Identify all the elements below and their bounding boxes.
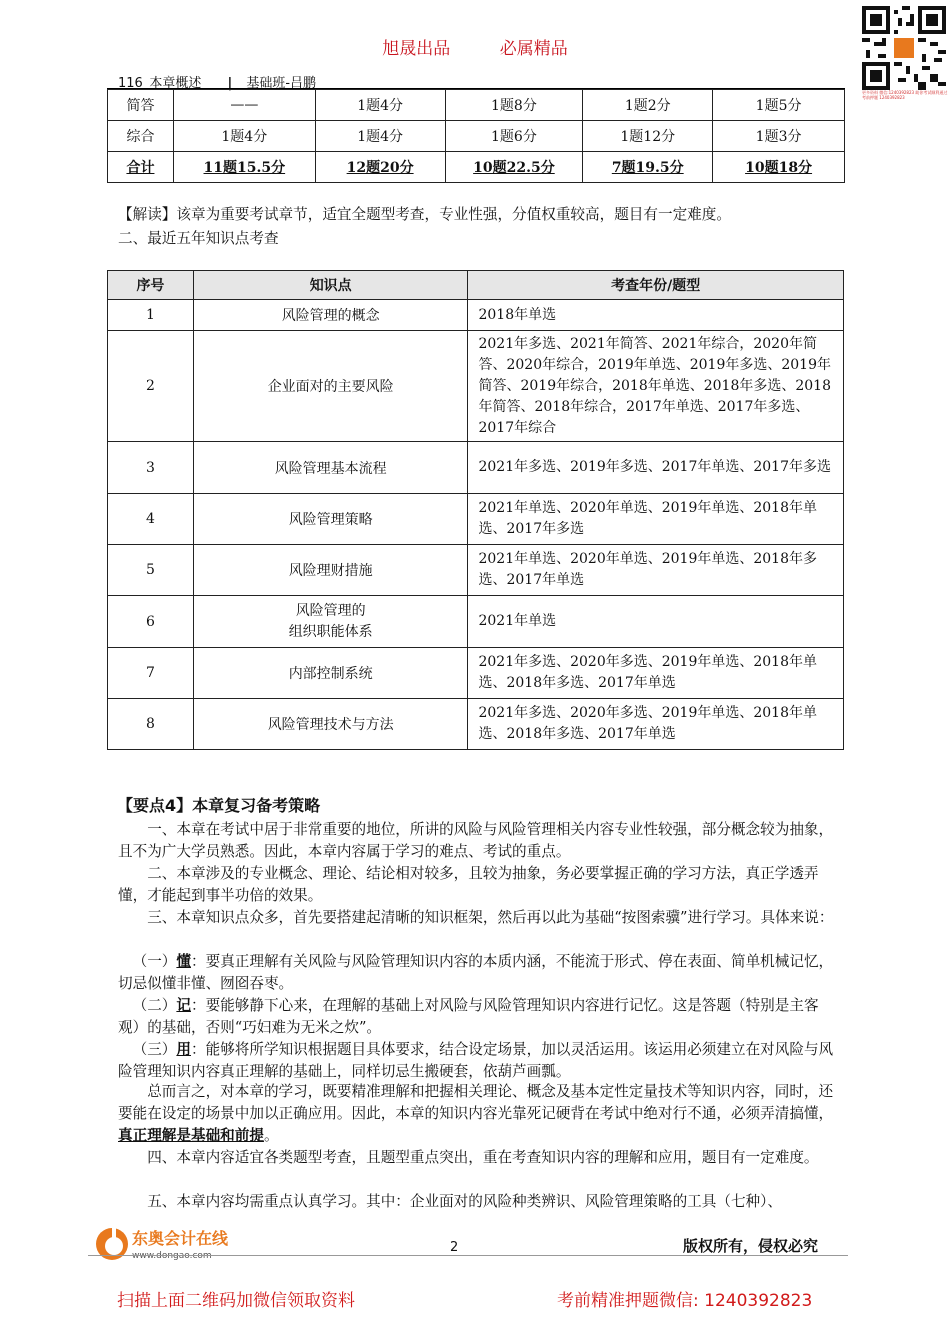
table-row xyxy=(108,699,844,750)
table-cell: 2021年多选、2019年多选、2017年单选、2017年多选 xyxy=(468,442,844,494)
chapter-separator: | xyxy=(227,76,233,91)
point-line-1: 风险管理的 xyxy=(295,602,366,619)
paragraph xyxy=(118,1039,840,1083)
table-row xyxy=(108,90,845,121)
item-text: 总而言之，对本章的学习，既要精准理解和把握相关理论、概念及基本定性定量技术等知识内容，同时，还要能在设定的场景中加以正确应用。因此，本章的知识内容光靠死记硬背在考试中绝对行不通，必须弄清搞懂， xyxy=(118,1083,834,1122)
qr-note: 更多资料 微信:1240392823 助你考试顺利通过 考前押题 1240392823 xyxy=(862,90,948,100)
table-cell: 风险理财措施 xyxy=(193,545,468,596)
table-row xyxy=(108,442,844,494)
table-cell: —— xyxy=(173,90,315,121)
table-cell: 2021年多选、2020年多选、2019年单选、2018年单选、2018年多选、2017年单选 xyxy=(468,699,844,750)
paragraph xyxy=(118,995,840,1039)
item-text: ：要能够静下心来，在理解的基础上对风险与风险管理知识内容进行记忆。这是答题（特别是主客观）的基础，否则“巧妇难为无米之炊”。 xyxy=(118,997,819,1036)
paragraph: 四、本章内容适宜各类题型考查，且题型重点突出，重在考查知识内容的理解和应用，题目有一定难度。 xyxy=(147,1149,819,1166)
logo-text: 东奥会计在线 xyxy=(132,1229,229,1248)
table-cell: 1题6分 xyxy=(445,121,583,152)
table-row xyxy=(108,331,844,442)
table-cell: 2021年多选、2021年简答、2021年综合，2020年简答、2020年综合，2019年单选、2019年多选、2019年简答、2019年综合，2018年单选、2018年多选、2018年简答、2018年综合，2017年单选、2017年多选、2017年综合 xyxy=(468,331,844,442)
table-cell: 2021年多选、2020年多选、2019年单选、2018年单选、2018年多选、2017年单选 xyxy=(468,648,844,699)
item-prefix: （一） xyxy=(132,953,177,970)
table-cell: 2021年单选、2020年单选、2019年单选、2018年多选、2017年单选 xyxy=(468,545,844,596)
table-row xyxy=(108,121,845,152)
item-prefix: （三） xyxy=(132,1041,177,1058)
section-heading: 【要点4】本章复习备考策略 xyxy=(117,796,321,815)
table-cell: 4 xyxy=(108,494,194,545)
copyright-notice: 版权所有，侵权必究 xyxy=(683,1237,819,1255)
point-line-2: 组织职能体系 xyxy=(288,623,373,640)
table-cell: 1 xyxy=(108,300,194,331)
qr-code-icon xyxy=(862,6,946,90)
table-cell: 1题4分 xyxy=(173,121,315,152)
item-keyword: 真正理解是基础和前提 xyxy=(118,1127,264,1144)
table-cell: 简答 xyxy=(108,90,174,121)
knowledge-point-table xyxy=(107,270,844,750)
table-cell: 2018年单选 xyxy=(468,300,844,331)
item-text: ：要真正理解有关风险与风险管理知识内容的本质内涵，不能流于形式、停在表面、简单机械记忆，切忌似懂非懂、囫囵吞枣。 xyxy=(118,953,834,992)
table-cell: 2021年单选 xyxy=(468,596,844,648)
section-title: 二、最近五年知识点考查 xyxy=(118,230,279,247)
column-header: 知识点 xyxy=(193,271,468,300)
paragraph: 二、本章涉及的专业概念、理论、结论相对较多，且较为抽象，务必要掌握正确的学习方法，真正学透弄懂，才能起到事半功倍的效果。 xyxy=(118,865,819,904)
table-row xyxy=(108,596,844,648)
table-row xyxy=(108,494,844,545)
paragraph xyxy=(118,951,840,995)
bottom-banner-left: 扫描上面二维码加微信领取资料 xyxy=(117,1291,355,1311)
table-cell: 综合 xyxy=(108,121,174,152)
table-cell: 1题2分 xyxy=(583,90,713,121)
table-cell: 1题8分 xyxy=(445,90,583,121)
item-keyword: 懂 xyxy=(176,953,191,970)
page-number: 2 xyxy=(450,1240,459,1255)
table-cell: 风险管理的概念 xyxy=(193,300,468,331)
item-prefix: （二） xyxy=(132,997,177,1014)
paragraph: 一、本章在考试中居于非常重要的地位，所讲的风险与风险管理相关内容专业性较强，部分概念较为抽象，且不为广大学员熟悉。因此，本章内容属于学习的难点、考试的重点。 xyxy=(118,821,834,860)
table-cell: 1题3分 xyxy=(713,121,845,152)
table-cell: 2 xyxy=(108,331,194,442)
table-cell: 风险管理策略 xyxy=(193,494,468,545)
table-cell: 12题20分 xyxy=(315,152,445,183)
table-cell: 3 xyxy=(108,442,194,494)
dongao-logo xyxy=(92,1222,292,1264)
table-cell: 6 xyxy=(108,596,194,648)
column-header: 考查年份/题型 xyxy=(468,271,844,300)
score-table xyxy=(107,89,845,183)
item-text: ：能够将所学知识根据题目具体要求，结合设定场景，加以灵活运用。该运用必须建立在对风险与风险管理知识内容真正理解的基础上，同样切忌生搬硬套，依葫芦画瓢。 xyxy=(118,1041,834,1080)
column-header: 序号 xyxy=(108,271,194,300)
table-row xyxy=(108,545,844,596)
item-keyword: 用 xyxy=(176,1041,191,1058)
table-cell: 10题22.5分 xyxy=(445,152,583,183)
table-cell: 1题12分 xyxy=(583,121,713,152)
interpretation-text: 【解读】该章为重要考试章节，适宜全题型考查，专业性强，分值权重较高，题目有一定难度。 xyxy=(118,206,731,223)
footer-rule xyxy=(88,1255,848,1256)
table-cell: 2021年单选、2020年单选、2019年单选、2018年单选、2017年多选 xyxy=(468,494,844,545)
table-cell: 合计 xyxy=(108,152,174,183)
table-cell xyxy=(193,596,468,648)
header-slogan xyxy=(0,34,950,59)
item-text: 。 xyxy=(263,1127,279,1144)
table-cell: 7 xyxy=(108,648,194,699)
table-cell: 1题4分 xyxy=(315,90,445,121)
table-cell: 10题18分 xyxy=(713,152,845,183)
paragraph: 五、本章内容均需重点认真学习。其中：企业面对的风险种类辨识、风险管理策略的工具（七种）、 xyxy=(147,1193,783,1210)
table-cell: 1题5分 xyxy=(713,90,845,121)
table-cell: 1题4分 xyxy=(315,121,445,152)
table-cell: 8 xyxy=(108,699,194,750)
table-row xyxy=(108,648,844,699)
item-keyword: 记 xyxy=(176,997,191,1014)
slogan-left: 旭晟出品 xyxy=(382,39,451,59)
table-cell: 企业面对的主要风险 xyxy=(193,331,468,442)
table-row xyxy=(108,300,844,331)
chapter-title: 116_本章概述 xyxy=(118,76,202,91)
table-cell: 11题15.5分 xyxy=(173,152,315,183)
table-cell: 内部控制系统 xyxy=(193,648,468,699)
table-cell: 风险管理基本流程 xyxy=(193,442,468,494)
table-cell: 风险管理技术与方法 xyxy=(193,699,468,750)
slogan-right: 必属精品 xyxy=(499,39,568,59)
class-name: 基础班-吕鹏 xyxy=(246,76,317,91)
logo-url: www.dongao.com xyxy=(132,1251,212,1261)
bottom-banner-right: 考前精准押题微信: 1240392823 xyxy=(557,1291,813,1311)
paragraph xyxy=(118,1081,840,1147)
table-header-row xyxy=(108,271,844,300)
table-cell: 7题19.5分 xyxy=(583,152,713,183)
table-cell: 5 xyxy=(108,545,194,596)
paragraph: 三、本章知识点众多，首先要搭建起清晰的知识框架，然后再以此为基础“按图索骥”进行学习。具体来说： xyxy=(147,909,834,926)
table-row-total xyxy=(108,152,845,183)
